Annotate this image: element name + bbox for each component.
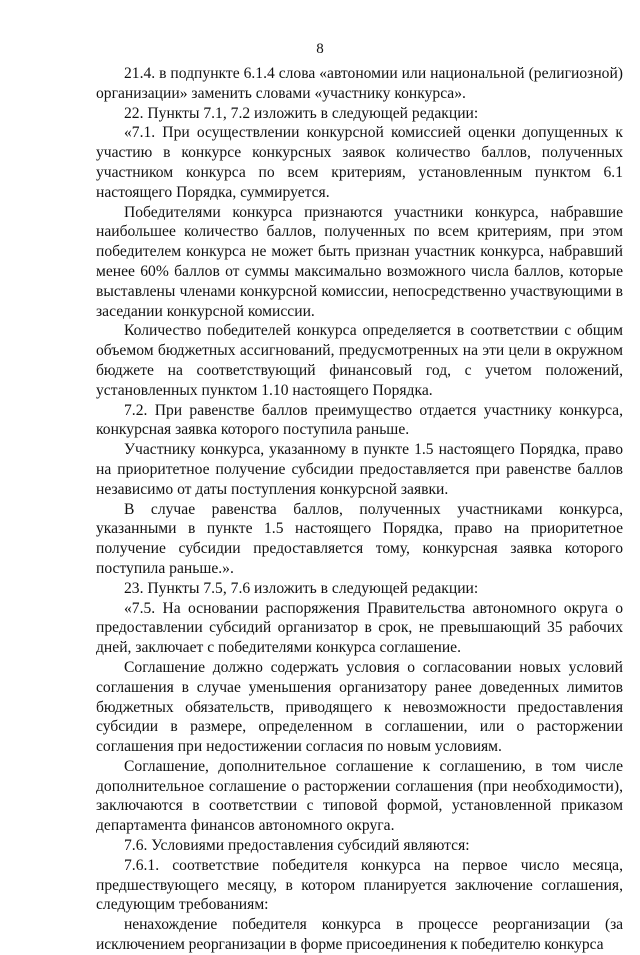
paragraph-equal-scores: В случае равенства баллов, полученных участниками конкурса, указанными в пункте 1.5 настоящего Порядка, право на приоритетное получение субсидии предоставляется тому, конкурсная заявка которого поступила раньше.». — [96, 500, 623, 577]
paragraph-winners-count: Количество победителей конкурса определяется в соответствии с общим объемом бюджетных ассигнований, предусмотренных на эти цели в окружном бюджете на соответствующий финансовый год, с учетом положений, установленных пунктом 1.10 настоящего Порядка. — [96, 322, 623, 399]
paragraph-7-1: «7.1. При осуществлении конкурсной комиссией оценки допущенных к участию в конкурсе конкурсных заявок количество баллов, полученных участником конкурса по всем критериям, установленным пунктом 6.1 настоящего Порядка, суммируется. — [96, 124, 623, 201]
paragraph-additional-agreement: Соглашение, дополнительное соглашение к соглашению, в том числе дополнительное соглашение о расторжении соглашения (при необходимости), заключаются в соответствии с типовой формой, установленной приказом департамента финансов автономного округа. — [96, 757, 623, 835]
paragraph-7-6: 7.6. Условиями предоставления субсидий являются: — [124, 837, 470, 855]
paragraph-agreement-conditions: Соглашение должно содержать условия о согласовании новых условий соглашения в случае уменьшения организатору ранее доведенных лимитов бюджетных обязательств, приводящего к невозможности предоставления субсидии в размере, определенном в соглашении, или о расторжении соглашения при недостижении согласия по новым условиям. — [96, 658, 623, 756]
paragraph-reorganization: ненахождение победителя конкурса в процессе реорганизации (за исключением реорганизации в форме присоединения к победителю конкурса — [96, 916, 623, 954]
paragraph-winners: Победителями конкурса признаются участники конкурса, набравшие наибольшее количество баллов, полученных по всем критериям, при этом победителем конкурса не может быть признан участник конкурса, набравший менее 60% баллов от суммы максимально возможного числа баллов, которые выставлены членами конкурсной комиссии, непосредственно участвующими в заседании конкурсной комиссии. — [96, 203, 623, 320]
paragraph-7-6-1: 7.6.1. соответствие победителя конкурса на первое число месяца, предшествующего месяцу, в котором планируется заключение соглашения, следующим требованиям: — [96, 856, 623, 914]
paragraph-22: 22. Пункты 7.1, 7.2 изложить в следующей редакции: — [124, 104, 479, 122]
paragraph-7-5: «7.5. На основании распоряжения Правительства автономного округа о предоставлении субсидий организатор в срок, не превышающий 35 рабочих дней, заключает с победителями конкурса соглашение. — [96, 599, 623, 657]
paragraph-21-4: 21.4. в подпункте 6.1.4 слова «автономии или национальной (религиозной) организации» заменить словами «участнику конкурса». — [96, 65, 623, 102]
paragraph-7-2: 7.2. При равенстве баллов преимущество отдается участнику конкурса, конкурсная заявка которого поступила раньше. — [96, 401, 623, 439]
paragraph-priority: Участнику конкурса, указанному в пункте 1.5 настоящего Порядка, право на приоритетное получение субсидии предоставляется при равенстве баллов независимо от даты поступления конкурсной заявки. — [96, 441, 623, 498]
paragraph-23: 23. Пункты 7.5, 7.6 изложить в следующей редакции: — [124, 579, 479, 597]
page-number: 8 — [316, 41, 324, 57]
document-body — [96, 64, 623, 955]
